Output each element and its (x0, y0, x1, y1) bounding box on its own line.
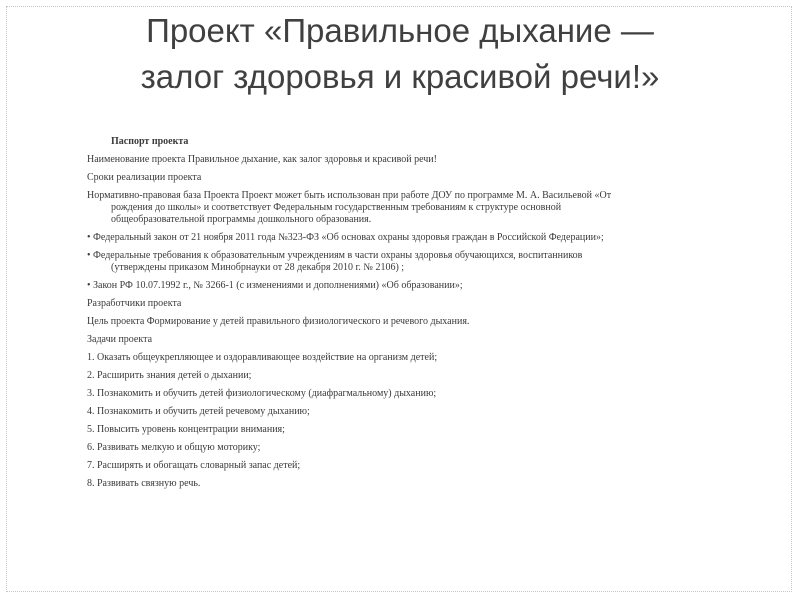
project-dates: Сроки реализации проекта (87, 172, 202, 183)
task-item: 2. Расширить знания детей о дыхании; (87, 370, 252, 381)
slide-title-line-1: Проект «Правильное дыхание — (146, 12, 654, 49)
tasks-heading: Задачи проекта (87, 334, 153, 345)
slide-title (40, 8, 760, 100)
law-item-education: • Закон РФ 10.07.1992 г., № 3266-1 (с изменениями и дополнениями) «Об образовании»; (87, 280, 463, 291)
task-item: 7. Расширять и обогащать словарный запас детей; (87, 460, 301, 471)
requirements-line-2: (утверждены приказом Минобрнауки от 28 декабря 2010 г. № 2106) ; (111, 262, 405, 273)
task-item: 3. Познакомить и обучить детей физиологическому (диафрагмальному) дыханию; (87, 388, 437, 399)
project-developers: Разработчики проекта (87, 298, 182, 309)
passport-heading: Паспорт проекта (111, 136, 189, 147)
legal-base-line-2: рождения до школы» и соответствует Федеральным государственным требованиям к структуре основной (111, 202, 562, 213)
legal-base-line-1: Нормативно-правовая база Проекта Проект может быть использован при работе ДОУ по программе М. А. Васильевой «От (87, 190, 612, 201)
project-goal: Цель проекта Формирование у детей правильного физиологического и речевого дыхания. (87, 316, 470, 327)
task-item: 1. Оказать общеукрепляющее и оздоравливающее воздействие на организм детей; (87, 352, 438, 363)
legal-base (87, 190, 737, 226)
task-item: 8. Развивать связную речь. (87, 478, 201, 489)
project-name: Наименование проекта Правильное дыхание, как залог здоровья и красивой речи! (87, 154, 437, 165)
slide-title-line-2: залог здоровья и красивой речи!» (140, 58, 660, 95)
task-item: 6. Развивать мелкую и общую моторику; (87, 442, 261, 453)
task-item: 4. Познакомить и обучить детей речевому дыханию; (87, 406, 310, 417)
legal-base-line-3: общеобразовательной программы дошкольного образования. (111, 214, 372, 225)
requirements-line-1: • Федеральные требования к образовательным учреждениям в части охраны здоровья обучающихся, воспитанников (87, 250, 583, 261)
law-item-health: • Федеральный закон от 21 ноября 2011 года №323-ФЗ «Об основах охраны здоровья граждан в Российской Федерации»; (87, 232, 604, 243)
task-item: 5. Повысить уровень концентрации внимания; (87, 424, 285, 435)
requirements-item (87, 250, 737, 274)
project-passport (87, 136, 737, 496)
